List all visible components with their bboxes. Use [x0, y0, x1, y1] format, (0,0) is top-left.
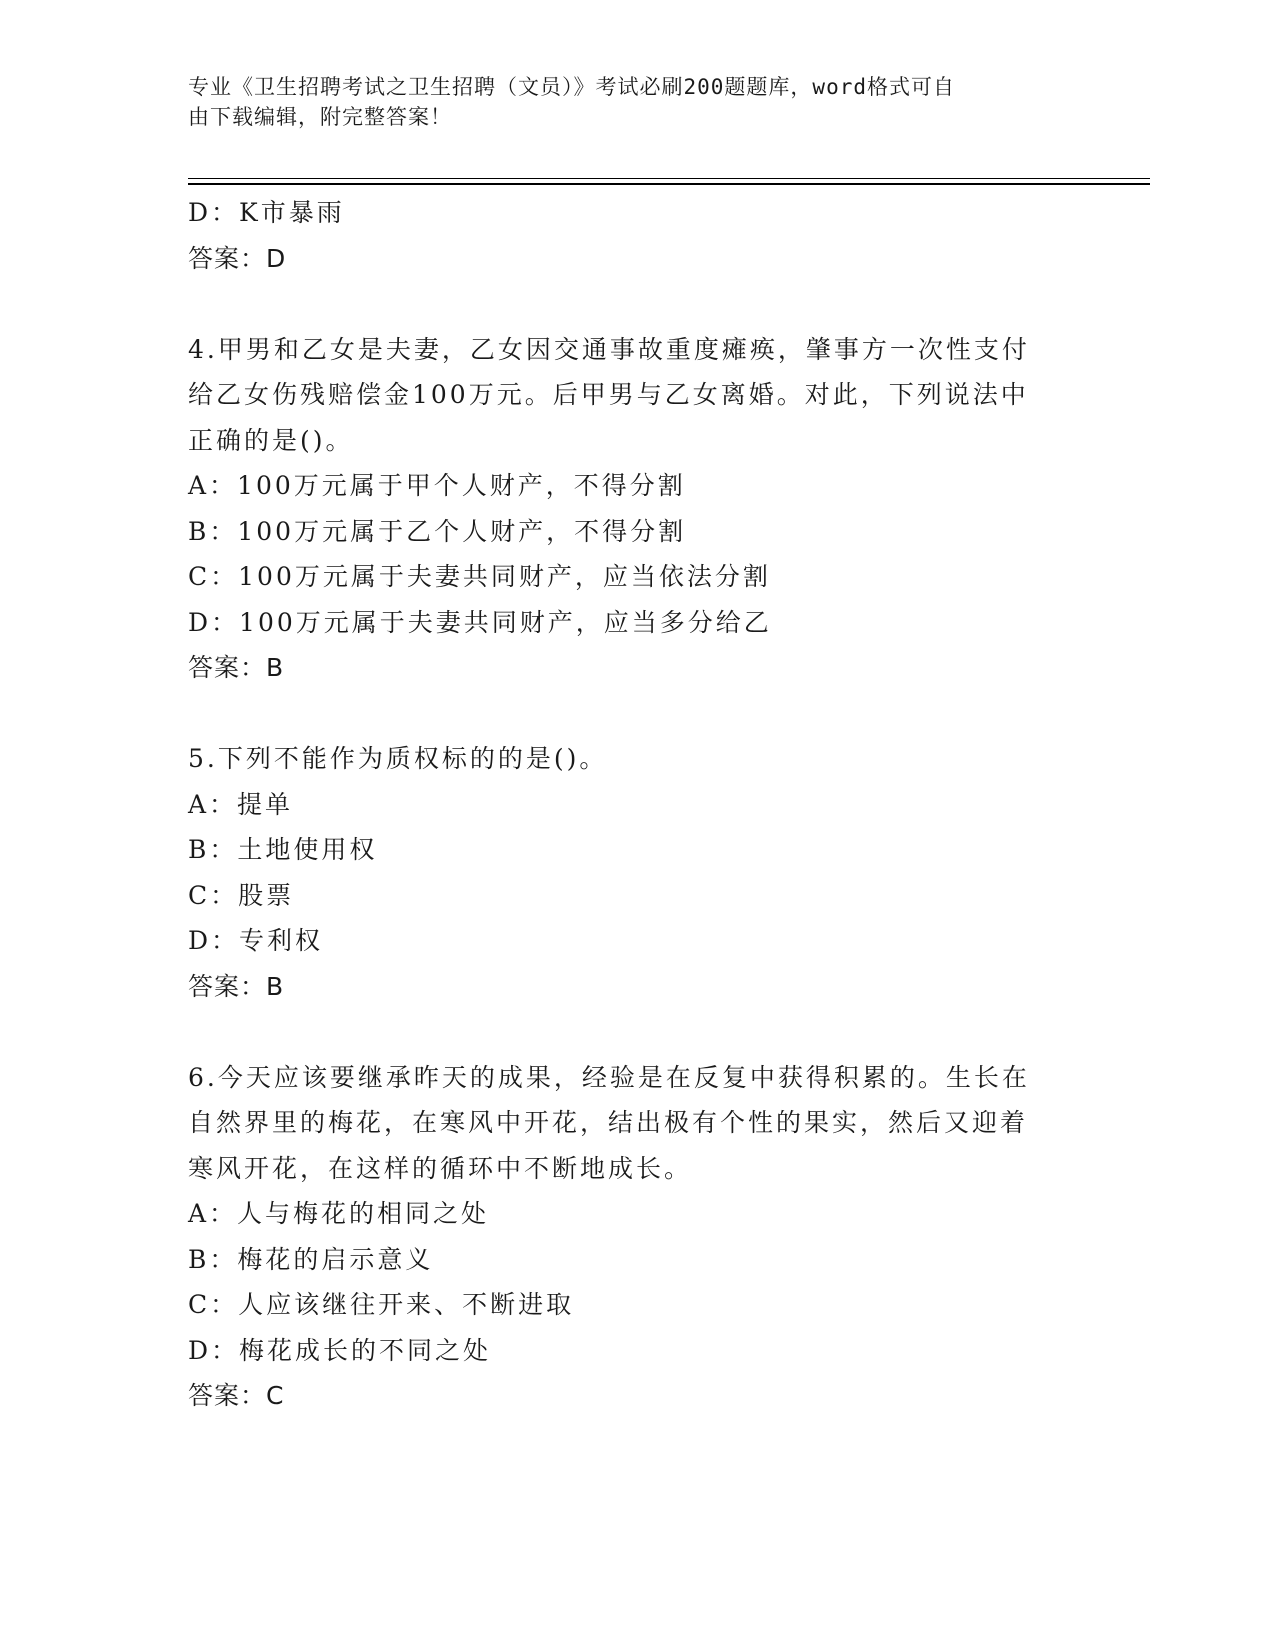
option-d: D：100万元属于夫妻共同财产，应当多分给乙	[188, 607, 772, 637]
option-a: A：人与梅花的相同之处	[188, 1199, 490, 1228]
question-text-line: 4.甲男和乙女是夫妻，乙女因交通事故重度瘫痪，肇事方一次性支付	[188, 334, 1030, 364]
question-text-line: 自然界里的梅花，在寒风中开花，结出极有个性的果实，然后又迎着	[188, 1108, 1029, 1137]
option-d: D：K市暴雨	[188, 198, 345, 227]
option-a: A：100万元属于甲个人财产，不得分割	[188, 471, 686, 500]
option-b: B：梅花的启示意义	[188, 1244, 434, 1274]
option-b: B：100万元属于乙个人财产，不得分割	[188, 516, 687, 546]
answer: 答案：C	[188, 1381, 285, 1410]
spacer	[188, 691, 1088, 737]
option-b: B：土地使用权	[188, 835, 378, 864]
document-header	[188, 72, 1068, 132]
header-line-2: 由下载编辑，附完整答案！	[188, 105, 452, 129]
question-6	[188, 1055, 1088, 1419]
question-4	[188, 327, 1088, 691]
question-text-line: 寒风开花，在这样的循环中不断地成长。	[188, 1153, 693, 1183]
question-text-line: 正确的是()。	[188, 425, 354, 455]
question-5	[188, 736, 1088, 1009]
question-text-line: 给乙女伤残赔偿金100万元。后甲男与乙女离婚。对此，下列说法中	[188, 380, 1029, 409]
question-text-line: 6.今天应该要继承昨天的成果，经验是在反复中获得积累的。生长在	[188, 1062, 1030, 1092]
header-line-1: 专业《卫生招聘考试之卫生招聘（文员）》考试必刷200题题库，word格式可自	[188, 75, 955, 99]
answer: 答案：D	[188, 243, 287, 273]
question-list	[188, 190, 1088, 1419]
option-c: C：100万元属于夫妻共同财产，应当依法分割	[188, 562, 771, 591]
option-d: D：专利权	[188, 926, 324, 955]
question-text-line: 5.下列不能作为质权标的的是()。	[188, 744, 608, 773]
previous-question-tail	[188, 190, 1088, 281]
answer: 答案：B	[188, 653, 285, 682]
option-a: A：提单	[188, 789, 294, 819]
header-divider-thin	[188, 178, 1150, 179]
spacer	[188, 281, 1088, 327]
header-divider-thick	[188, 183, 1150, 185]
answer: 答案：B	[188, 971, 285, 1001]
option-d: D：梅花成长的不同之处	[188, 1335, 492, 1365]
option-c: C：股票	[188, 880, 295, 910]
spacer	[188, 1009, 1088, 1055]
option-c: C：人应该继往开来、不断进取	[188, 1290, 575, 1319]
